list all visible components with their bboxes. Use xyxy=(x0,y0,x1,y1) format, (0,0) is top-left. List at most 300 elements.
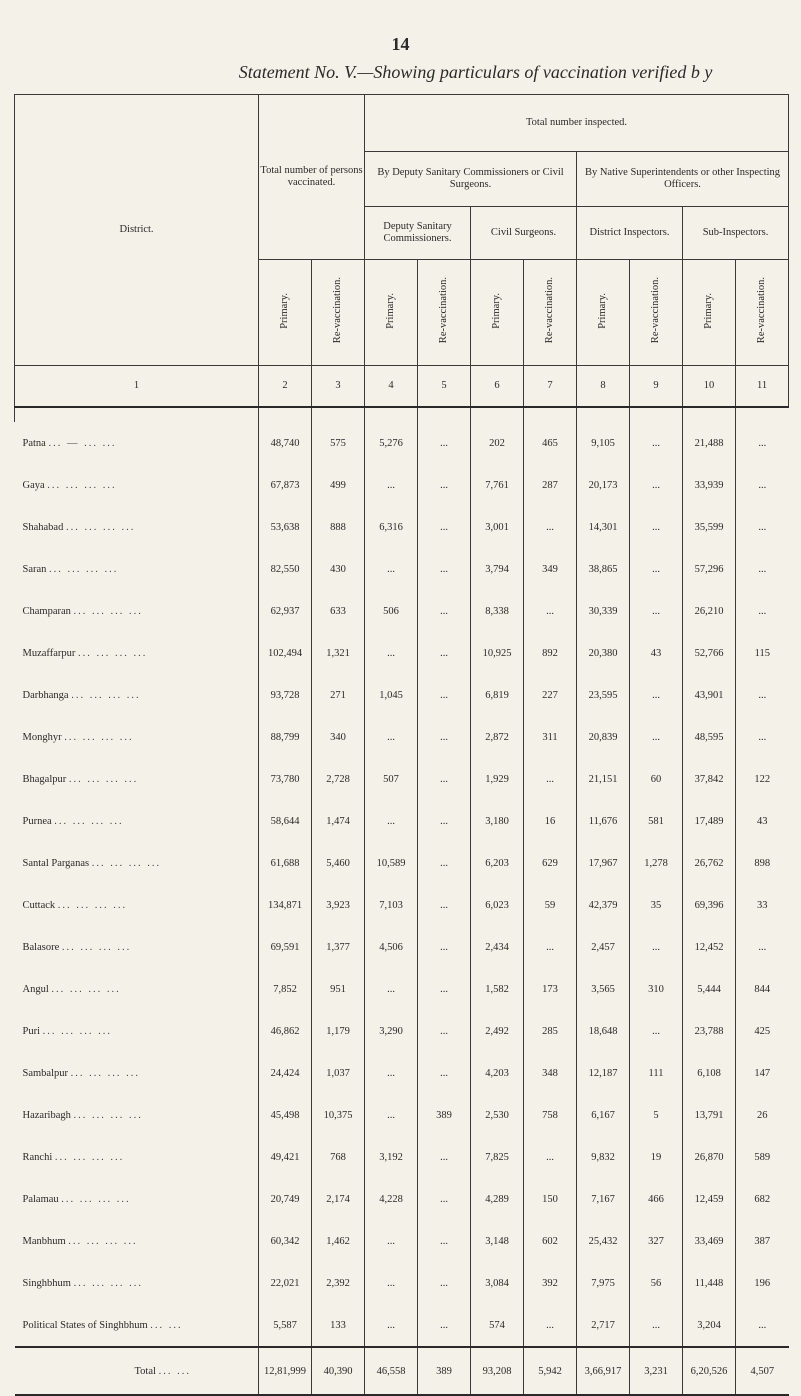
value-cell: ... xyxy=(736,674,789,716)
value-cell: 888 xyxy=(312,506,365,548)
value-cell: 2,717 xyxy=(577,1304,630,1347)
value-cell: 35,599 xyxy=(683,506,736,548)
value-cell: ... xyxy=(736,1304,789,1347)
value-cell: ... xyxy=(365,968,418,1010)
header-sub-inspectors: Sub-Inspectors. xyxy=(683,207,789,260)
value-cell: 46,862 xyxy=(259,1010,312,1052)
leader-dots: ... ... ... ... xyxy=(73,1109,143,1121)
value-cell: 5 xyxy=(630,1094,683,1136)
value-cell: 59 xyxy=(524,884,577,926)
value-cell: 340 xyxy=(312,716,365,758)
table-row xyxy=(15,674,789,716)
leader-dots: ... ... ... ... xyxy=(61,1193,131,1205)
column-number: 2 xyxy=(259,366,312,408)
value-cell: 581 xyxy=(630,800,683,842)
value-cell: 56 xyxy=(630,1262,683,1304)
value-cell: 1,037 xyxy=(312,1052,365,1094)
district-name: Muzaffarpur xyxy=(22,647,76,659)
value-cell: 425 xyxy=(736,1010,789,1052)
value-cell: 349 xyxy=(524,548,577,590)
value-cell: 1,045 xyxy=(365,674,418,716)
value-cell: 3,565 xyxy=(577,968,630,1010)
value-cell: 327 xyxy=(630,1220,683,1262)
value-cell: ... xyxy=(418,1010,471,1052)
leader-dots: ... ... ... ... xyxy=(68,1235,138,1247)
value-cell: ... xyxy=(418,632,471,674)
district-name: Political States of Singhbhum xyxy=(22,1319,148,1331)
leader-dots: ... ... ... ... xyxy=(73,605,143,617)
district-name: Saran xyxy=(22,563,47,575)
value-cell: 6,316 xyxy=(365,506,418,548)
value-cell: 3,192 xyxy=(365,1136,418,1178)
value-cell: ... xyxy=(418,968,471,1010)
total-value-cell: 5,942 xyxy=(524,1347,577,1395)
value-cell: 60 xyxy=(630,758,683,800)
value-cell: 93,728 xyxy=(259,674,312,716)
district-name: Monghyr xyxy=(22,731,62,743)
value-cell: 49,421 xyxy=(259,1136,312,1178)
total-value-cell: 40,390 xyxy=(312,1347,365,1395)
value-cell: 122 xyxy=(736,758,789,800)
value-cell: ... xyxy=(418,422,471,464)
district-cell xyxy=(15,632,259,674)
table-row xyxy=(15,422,789,464)
value-cell: ... xyxy=(630,926,683,968)
district-name: Ranchi xyxy=(22,1151,53,1163)
value-cell: 4,203 xyxy=(471,1052,524,1094)
district-name: Manbhum xyxy=(22,1235,66,1247)
table-row xyxy=(15,968,789,1010)
value-cell: ... xyxy=(736,464,789,506)
value-cell: 3,180 xyxy=(471,800,524,842)
value-cell: 30,339 xyxy=(577,590,630,632)
value-cell: 3,001 xyxy=(471,506,524,548)
value-cell: ... xyxy=(365,1052,418,1094)
header-total-inspected: Total number inspected. xyxy=(365,95,789,152)
header-primary: Primary. xyxy=(259,260,312,366)
value-cell: 61,688 xyxy=(259,842,312,884)
value-cell: 3,290 xyxy=(365,1010,418,1052)
value-cell: 20,173 xyxy=(577,464,630,506)
value-cell: ... xyxy=(736,548,789,590)
value-cell: 6,203 xyxy=(471,842,524,884)
value-cell: 23,595 xyxy=(577,674,630,716)
value-cell: 311 xyxy=(524,716,577,758)
value-cell: ... xyxy=(418,1136,471,1178)
value-cell: ... xyxy=(524,926,577,968)
value-cell: 58,644 xyxy=(259,800,312,842)
value-cell: 9,105 xyxy=(577,422,630,464)
value-cell: 196 xyxy=(736,1262,789,1304)
value-cell: 1,377 xyxy=(312,926,365,968)
value-cell: 3,794 xyxy=(471,548,524,590)
value-cell: 17,967 xyxy=(577,842,630,884)
district-cell xyxy=(15,1178,259,1220)
value-cell: ... xyxy=(630,464,683,506)
value-cell: 20,749 xyxy=(259,1178,312,1220)
district-cell xyxy=(15,1304,259,1347)
district-name: Sambalpur xyxy=(22,1067,68,1079)
value-cell: 892 xyxy=(524,632,577,674)
table-row xyxy=(15,506,789,548)
value-cell: ... xyxy=(524,1136,577,1178)
district-cell xyxy=(15,968,259,1010)
value-cell: 9,832 xyxy=(577,1136,630,1178)
value-cell: 115 xyxy=(736,632,789,674)
district-name: Gaya xyxy=(22,479,45,491)
value-cell: 844 xyxy=(736,968,789,1010)
value-cell: 26 xyxy=(736,1094,789,1136)
district-cell xyxy=(15,842,259,884)
value-cell: 48,595 xyxy=(683,716,736,758)
header-primary: Primary. xyxy=(365,260,418,366)
total-value-cell: 46,558 xyxy=(365,1347,418,1395)
value-cell: 387 xyxy=(736,1220,789,1262)
value-cell: 23,788 xyxy=(683,1010,736,1052)
value-cell: 3,148 xyxy=(471,1220,524,1262)
table-row xyxy=(15,632,789,674)
district-name: Champaran xyxy=(22,605,71,617)
value-cell: 2,872 xyxy=(471,716,524,758)
leader-dots: ... ... ... ... xyxy=(54,815,124,827)
district-cell xyxy=(15,1094,259,1136)
table-row xyxy=(15,884,789,926)
leader-dots: ... ... ... ... xyxy=(54,1151,125,1163)
leader-dots: ... ... xyxy=(150,1319,183,1331)
value-cell: 67,873 xyxy=(259,464,312,506)
value-cell: 14,301 xyxy=(577,506,630,548)
value-cell: 26,762 xyxy=(683,842,736,884)
value-cell: 1,474 xyxy=(312,800,365,842)
value-cell: 26,870 xyxy=(683,1136,736,1178)
column-number: 6 xyxy=(471,366,524,408)
district-cell xyxy=(15,464,259,506)
value-cell: 5,587 xyxy=(259,1304,312,1347)
value-cell: 62,937 xyxy=(259,590,312,632)
value-cell: ... xyxy=(418,548,471,590)
value-cell: 37,842 xyxy=(683,758,736,800)
header-total-vaccinated: Total number of persons vaccinated. xyxy=(259,95,365,260)
value-cell: 466 xyxy=(630,1178,683,1220)
value-cell: ... xyxy=(418,590,471,632)
column-number: 5 xyxy=(418,366,471,408)
value-cell: 7,825 xyxy=(471,1136,524,1178)
header-district-inspectors: District Inspectors. xyxy=(577,207,683,260)
value-cell: 575 xyxy=(312,422,365,464)
table-row xyxy=(15,800,789,842)
column-number: 11 xyxy=(736,366,789,408)
district-cell xyxy=(15,1136,259,1178)
value-cell: ... xyxy=(365,1220,418,1262)
value-cell: 3,084 xyxy=(471,1262,524,1304)
value-cell: 33 xyxy=(736,884,789,926)
district-name: Darbhanga xyxy=(22,689,69,701)
header-by-native: By Native Superintendents or other Inspecting Officers. xyxy=(577,152,789,207)
value-cell: ... xyxy=(736,422,789,464)
value-cell: 7,167 xyxy=(577,1178,630,1220)
district-cell xyxy=(15,590,259,632)
page-number: 14 xyxy=(391,34,410,54)
leader-dots: ... ... xyxy=(158,1365,191,1377)
district-cell xyxy=(15,716,259,758)
table-row xyxy=(15,1262,789,1304)
value-cell: 629 xyxy=(524,842,577,884)
value-cell: 7,103 xyxy=(365,884,418,926)
value-cell: ... xyxy=(630,548,683,590)
value-cell: 111 xyxy=(630,1052,683,1094)
value-cell: 7,761 xyxy=(471,464,524,506)
value-cell: 392 xyxy=(524,1262,577,1304)
value-cell: ... xyxy=(630,590,683,632)
district-cell xyxy=(15,926,259,968)
value-cell: ... xyxy=(418,1178,471,1220)
value-cell: 3,204 xyxy=(683,1304,736,1347)
value-cell: 6,819 xyxy=(471,674,524,716)
district-cell xyxy=(15,674,259,716)
value-cell: ... xyxy=(365,716,418,758)
value-cell: ... xyxy=(524,758,577,800)
leader-dots: ... ... ... ... xyxy=(70,1067,140,1079)
value-cell: ... xyxy=(736,590,789,632)
table-row xyxy=(15,1094,789,1136)
value-cell: 12,459 xyxy=(683,1178,736,1220)
value-cell: ... xyxy=(630,674,683,716)
leader-dots: ... ... ... ... xyxy=(49,563,119,575)
value-cell: 10,375 xyxy=(312,1094,365,1136)
value-cell: 287 xyxy=(524,464,577,506)
value-cell: ... xyxy=(524,1304,577,1347)
value-cell: 633 xyxy=(312,590,365,632)
value-cell: ... xyxy=(418,884,471,926)
value-cell: 17,489 xyxy=(683,800,736,842)
value-cell: 3,923 xyxy=(312,884,365,926)
value-cell: 499 xyxy=(312,464,365,506)
total-row xyxy=(15,1347,789,1395)
district-cell xyxy=(15,1220,259,1262)
district-name: Purnea xyxy=(22,815,52,827)
statement-title: Statement No. V.—Showing particulars of vaccination verified b y xyxy=(238,62,713,82)
column-number: 7 xyxy=(524,366,577,408)
district-name: Angul xyxy=(22,983,49,995)
value-cell: 2,530 xyxy=(471,1094,524,1136)
column-number: 3 xyxy=(312,366,365,408)
value-cell: ... xyxy=(418,1304,471,1347)
total-label: Total xyxy=(134,1365,156,1377)
header-revaccination: Re-vaccination. xyxy=(312,260,365,366)
value-cell: 227 xyxy=(524,674,577,716)
leader-dots: ... ... ... ... xyxy=(57,899,128,911)
value-cell: ... xyxy=(524,590,577,632)
value-cell: 389 xyxy=(418,1094,471,1136)
value-cell: 506 xyxy=(365,590,418,632)
value-cell: 69,591 xyxy=(259,926,312,968)
value-cell: ... xyxy=(365,464,418,506)
header-deputy-sanitary: Deputy Sanitary Commissioners. xyxy=(365,207,471,260)
district-cell xyxy=(15,506,259,548)
header-primary: Primary. xyxy=(577,260,630,366)
value-cell: 202 xyxy=(471,422,524,464)
value-cell: 16 xyxy=(524,800,577,842)
value-cell: 1,179 xyxy=(312,1010,365,1052)
table-body xyxy=(15,407,789,1395)
district-cell xyxy=(15,1010,259,1052)
value-cell: 7,975 xyxy=(577,1262,630,1304)
value-cell: 4,228 xyxy=(365,1178,418,1220)
value-cell: ... xyxy=(418,842,471,884)
district-cell xyxy=(15,422,259,464)
value-cell: 898 xyxy=(736,842,789,884)
value-cell: 4,289 xyxy=(471,1178,524,1220)
value-cell: 10,925 xyxy=(471,632,524,674)
value-cell: 134,871 xyxy=(259,884,312,926)
table-row xyxy=(15,1136,789,1178)
value-cell: ... xyxy=(365,632,418,674)
leader-dots: ... ... ... ... xyxy=(65,521,136,533)
value-cell: ... xyxy=(418,716,471,758)
value-cell: 271 xyxy=(312,674,365,716)
value-cell: 5,276 xyxy=(365,422,418,464)
value-cell: ... xyxy=(365,548,418,590)
value-cell: 2,492 xyxy=(471,1010,524,1052)
value-cell: 25,432 xyxy=(577,1220,630,1262)
value-cell: 69,396 xyxy=(683,884,736,926)
district-name: Balasore xyxy=(22,941,60,953)
value-cell: 52,766 xyxy=(683,632,736,674)
district-name: Cuttack xyxy=(22,899,56,911)
value-cell: 758 xyxy=(524,1094,577,1136)
district-name: Palamau xyxy=(22,1193,59,1205)
value-cell: ... xyxy=(736,506,789,548)
value-cell: ... xyxy=(630,1010,683,1052)
table-row xyxy=(15,758,789,800)
value-cell: ... xyxy=(418,506,471,548)
header-primary: Primary. xyxy=(471,260,524,366)
value-cell: 2,728 xyxy=(312,758,365,800)
header-by-deputy: By Deputy Sanitary Commissioners or Civil Surgeons. xyxy=(365,152,577,207)
leader-dots: ... ... ... ... xyxy=(47,479,117,491)
value-cell: ... xyxy=(418,1052,471,1094)
value-cell: 682 xyxy=(736,1178,789,1220)
leader-dots: ... ... ... ... xyxy=(42,1025,113,1037)
total-value-cell: 93,208 xyxy=(471,1347,524,1395)
value-cell: 73,780 xyxy=(259,758,312,800)
table-row xyxy=(15,590,789,632)
value-cell: 5,444 xyxy=(683,968,736,1010)
value-cell: ... xyxy=(418,758,471,800)
header-civil-surgeons: Civil Surgeons. xyxy=(471,207,577,260)
total-value-cell: 6,20,526 xyxy=(683,1347,736,1395)
value-cell: 6,108 xyxy=(683,1052,736,1094)
value-cell: ... xyxy=(630,422,683,464)
value-cell: 1,582 xyxy=(471,968,524,1010)
column-number: 1 xyxy=(15,366,259,408)
value-cell: ... xyxy=(418,1262,471,1304)
value-cell: 60,342 xyxy=(259,1220,312,1262)
total-label-cell xyxy=(15,1347,259,1395)
table-row xyxy=(15,548,789,590)
value-cell: 12,452 xyxy=(683,926,736,968)
district-name: Shahabad xyxy=(22,521,64,533)
value-cell: 2,392 xyxy=(312,1262,365,1304)
leader-dots: ... ... ... ... xyxy=(73,1277,143,1289)
column-number: 4 xyxy=(365,366,418,408)
value-cell: 1,929 xyxy=(471,758,524,800)
value-cell: ... xyxy=(524,506,577,548)
total-value-cell: 12,81,999 xyxy=(259,1347,312,1395)
value-cell: 48,740 xyxy=(259,422,312,464)
leader-dots: ... ... ... ... xyxy=(78,647,148,659)
leader-dots: ... ... ... ... xyxy=(51,983,121,995)
value-cell: 147 xyxy=(736,1052,789,1094)
value-cell: 173 xyxy=(524,968,577,1010)
value-cell: 574 xyxy=(471,1304,524,1347)
value-cell: ... xyxy=(630,1304,683,1347)
value-cell: 1,278 xyxy=(630,842,683,884)
value-cell: 22,021 xyxy=(259,1262,312,1304)
total-value-cell: 3,231 xyxy=(630,1347,683,1395)
value-cell: 82,550 xyxy=(259,548,312,590)
table-row xyxy=(15,842,789,884)
value-cell: 53,638 xyxy=(259,506,312,548)
value-cell: ... xyxy=(365,800,418,842)
value-cell: ... xyxy=(418,674,471,716)
value-cell: 589 xyxy=(736,1136,789,1178)
leader-dots: ... ... ... ... xyxy=(64,731,134,743)
value-cell: 33,469 xyxy=(683,1220,736,1262)
header-revaccination: Re-vaccination. xyxy=(524,260,577,366)
value-cell: 33,939 xyxy=(683,464,736,506)
header-revaccination: Re-vaccination. xyxy=(736,260,789,366)
value-cell: 951 xyxy=(312,968,365,1010)
value-cell: 507 xyxy=(365,758,418,800)
value-cell: 1,321 xyxy=(312,632,365,674)
value-cell: ... xyxy=(418,800,471,842)
value-cell: 42,379 xyxy=(577,884,630,926)
table-row xyxy=(15,464,789,506)
total-value-cell: 3,66,917 xyxy=(577,1347,630,1395)
value-cell: 2,174 xyxy=(312,1178,365,1220)
value-cell: 285 xyxy=(524,1010,577,1052)
value-cell: 102,494 xyxy=(259,632,312,674)
value-cell: 43,901 xyxy=(683,674,736,716)
value-cell: ... xyxy=(365,1262,418,1304)
value-cell: 348 xyxy=(524,1052,577,1094)
header-revaccination: Re-vaccination. xyxy=(630,260,683,366)
value-cell: 24,424 xyxy=(259,1052,312,1094)
value-cell: 38,865 xyxy=(577,548,630,590)
value-cell: ... xyxy=(365,1094,418,1136)
value-cell: 11,676 xyxy=(577,800,630,842)
value-cell: 20,380 xyxy=(577,632,630,674)
district-cell xyxy=(15,800,259,842)
value-cell: 6,023 xyxy=(471,884,524,926)
header-district: District. xyxy=(15,95,259,366)
value-cell: 12,187 xyxy=(577,1052,630,1094)
value-cell: 768 xyxy=(312,1136,365,1178)
district-cell xyxy=(15,548,259,590)
district-cell xyxy=(15,758,259,800)
value-cell: 45,498 xyxy=(259,1094,312,1136)
value-cell: 4,506 xyxy=(365,926,418,968)
value-cell: ... xyxy=(736,926,789,968)
district-name: Puri xyxy=(22,1025,41,1037)
district-name: Santal Parganas xyxy=(22,857,90,869)
value-cell: 43 xyxy=(630,632,683,674)
value-cell: ... xyxy=(365,1304,418,1347)
table-row xyxy=(15,926,789,968)
value-cell: 20,839 xyxy=(577,716,630,758)
value-cell: 10,589 xyxy=(365,842,418,884)
